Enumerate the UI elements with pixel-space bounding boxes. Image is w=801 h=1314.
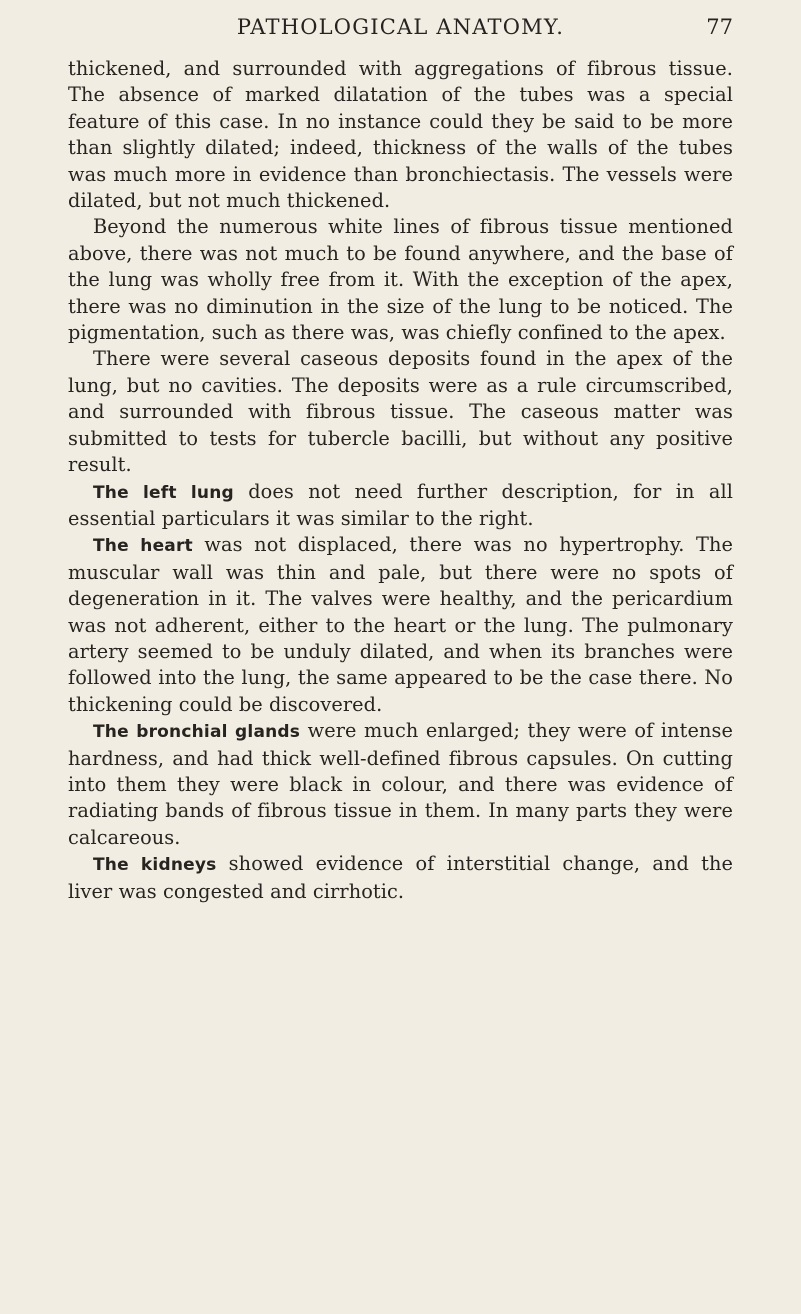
running-title: PATHOLOGICAL ANATOMY.	[236, 15, 565, 39]
paragraph-text: thickened, and surrounded with aggregations of fibrous tissue. The absence of marked dilatation of the tubes was a special feature of this case. In no instance could they be said to be more than slightly dilated; indeed, thickness of the walls of the tubes was much more in evidence than bronchiectasis. The vessels were dilated, but not much thickened.	[68, 57, 733, 213]
paragraph-lead: The heart	[93, 536, 193, 557]
paragraph-text: was not displaced, there was no hypertrophy. The muscular wall was thin and pale, but there were no spots of degeneration in it. The valves were healthy, and the pericardium was not adherent, either to the heart or the lung. The pulmonary artery seemed to be unduly dilated, and when its branches were followed into the lung, the same appeared to be the case there. No thickening could be discovered.	[68, 533, 734, 716]
paragraph	[68, 532, 733, 718]
paragraph	[68, 214, 733, 346]
paragraph	[68, 346, 733, 478]
paragraph-text: showed evidence of interstitial change, and the liver was congested and cirrhotic.	[68, 852, 733, 903]
running-head	[68, 12, 733, 42]
paragraph-lead: The kidneys	[93, 855, 217, 876]
paragraph-text: Beyond the numerous white lines of fibrous tissue mentioned above, there was not much to be found anywhere, and the base of the lung was wholly free from it. With the exception of the apex, there was no diminution in the size of the lung to be noticed. The pigmentation, such as there was, was chiefly confined to the apex.	[68, 215, 733, 345]
paragraph-text: were much enlarged; they were of intense hardness, and had thick well-defined fibrous capsules. On cutting into them they were black in colour, and there was evidence of radiating bands of fibrous tissue in them. In many parts they were calcareous.	[68, 719, 733, 849]
page-number: 77	[706, 15, 733, 39]
paragraph	[68, 851, 733, 905]
paragraph-text: does not need further description, for in all essential particulars it was similar to the right.	[68, 479, 733, 530]
paragraph	[68, 718, 733, 851]
paragraph-lead: The bronchial glands	[93, 722, 301, 743]
paragraph-lead: The left lung	[93, 482, 234, 503]
paragraph	[68, 479, 733, 533]
body-text	[68, 56, 733, 905]
paragraph-text: There were several caseous deposits found in the apex of the lung, but no cavities. The deposits were as a rule circumscribed, and surrounded with fibrous tissue. The caseous matter was submitted to tests for tubercle bacilli, but without any positive result.	[68, 347, 733, 477]
paragraph	[68, 56, 733, 214]
